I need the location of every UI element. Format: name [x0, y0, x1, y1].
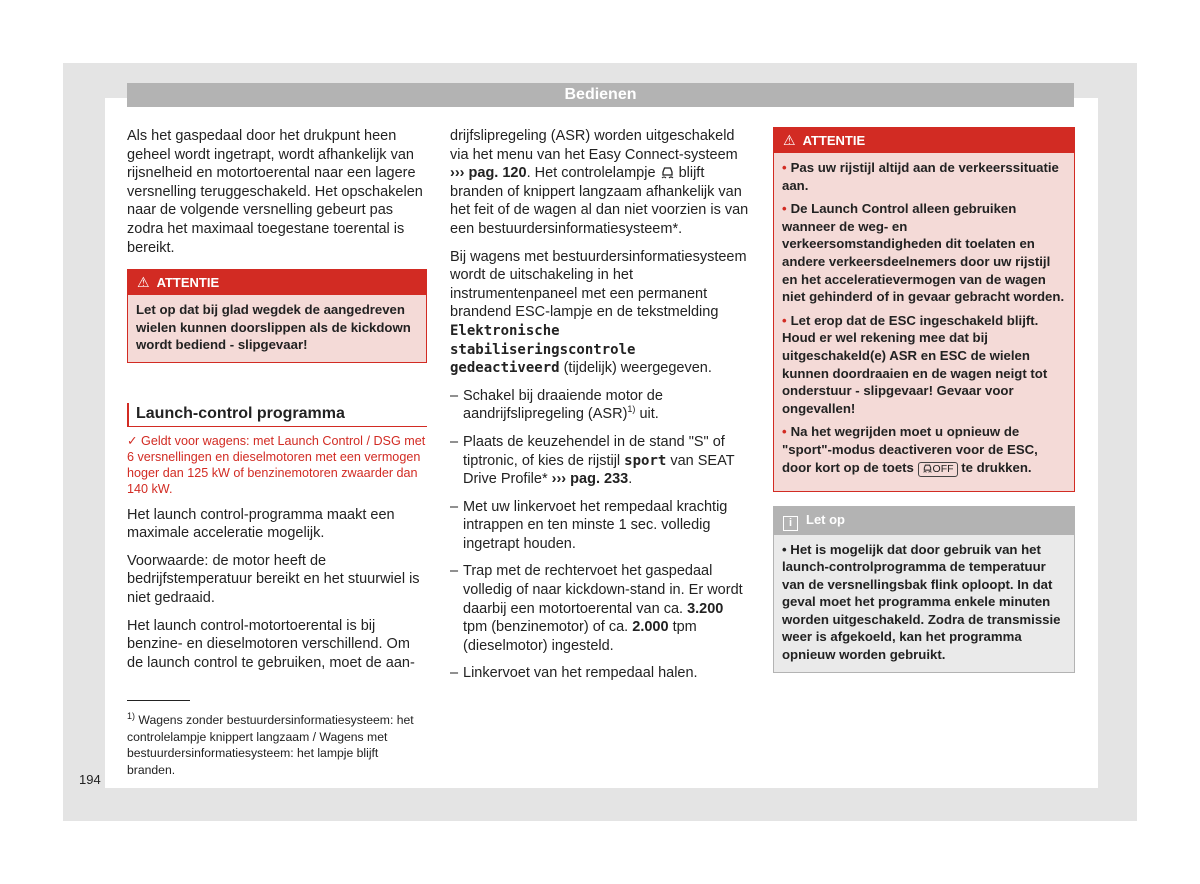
steps-list [450, 387, 750, 683]
warning-header [128, 270, 426, 295]
page-ref-arrow-icon: ››› [450, 165, 465, 182]
warning-title: ATTENTIE [156, 275, 220, 291]
info-text: Het is mogelijk dat door gebruik van het launch-controlprogramma de temperatuur van de versnellingsbak flink oploopt. In dat geval moet het programma enkele minuten worden uitgeschakeld. Zodra de transmissie weer is afgekoeld, kan het programma opnieuw worden gebruikt. [782, 541, 1061, 663]
paragraph-display-message: Bij wagens met bestuurdersinformatiesysteem wordt de uitschakeling in het instrumentenpaneel met een permanent brandend ESC-lampje en de tekstmelding Elektronische stabiliseringscontrole gedeactiveerd (tijdelijk) weergegeven. [450, 248, 747, 377]
list-item: – Trap met de rechtervoet het gaspedaal volledig of naar kickdown-stand in. Er wordt daarbij een motortoerental van ca. 3.200 tpm (benzinemotor) of ca. 2.000 tpm (dieselmotor) ingesteld. [450, 563, 743, 654]
intro-paragraph: Als het gaspedaal door het drukpunt heen geheel wordt ingetrapt, wordt afhankelijk van rijsnelheid en motortoerental naar een lagere versnelling teruggeschakeld. Het opschakelen naar de volgende versnelling gebeurt pas zodra het maximaal toegestane toerental is bereikt. [127, 128, 423, 256]
warning-title: ATTENTIE [802, 133, 866, 148]
page-ref-link[interactable]: pag. 120 [468, 165, 527, 182]
info-box [773, 506, 1075, 673]
list-item: – Linkervoet van het rempedaal halen. [450, 665, 698, 682]
footnote-text: Wagens zonder bestuurdersinformatiesysteem: het controlelampje knippert langzaam / Wagens met bestuurdersinformatiesysteem: het lampje blijft branden. [127, 713, 414, 777]
column-left [127, 127, 427, 681]
traction-warning-lamp-icon [660, 165, 679, 181]
page-ref-link[interactable]: pag. 233 [570, 471, 629, 488]
warning-box-launch-control [773, 127, 1075, 492]
warning-header [774, 128, 1074, 153]
info-title: Let op [806, 511, 845, 527]
list-item: • Na het wegrijden moet u opnieuw de "sport"-modus deactiveren voor de ESC, door kort op de toets OFF te drukken. [782, 424, 1038, 475]
list-item: – Plaats de keuzehendel in de stand "S" of tiptronic, of kies de rijstijl sport van SEAT Drive Profile* ››› pag. 233. [450, 433, 735, 488]
paragraph-asr: drijfslipregeling (ASR) worden uitgeschakeld via het menu van het Easy Connect-systeem ››› pag. 120. Het controlelampje blijft branden of knippert langzaam afhankelijk van het feit of de wagen al dan niet voorzien is van een bestuurdersinformatiesysteem*. [450, 128, 749, 237]
info-icon: i [783, 516, 798, 531]
list-item: – Met uw linkervoet het rempedaal krachtig intrappen en ten minste 1 sec. volledig ingetrapt houden. [450, 498, 728, 552]
warning-box-kickdown [127, 269, 427, 363]
footnote [127, 712, 427, 778]
chapter-header: Bedienen [127, 83, 1074, 107]
drive-mode-label: sport [624, 452, 667, 469]
equipment-note: ✓ Geldt voor wagens: met Launch Control / DSG met 6 versnellingen en dieselmotoren met een vermogen hoger dan 125 kW of benzinemotoren zwaarder dan 140 kW. [127, 433, 426, 496]
paragraph-launch-control-2: Voorwaarde: de motor heeft de bedrijfstemperatuur bereikt en het stuurwiel is niet gedraaid. [127, 552, 420, 606]
display-message: Elektronische stabiliseringscontrole gedeactiveerd [450, 322, 636, 377]
list-item: • Pas uw rijstijl altijd aan de verkeerssituatie aan. [782, 160, 1059, 193]
traction-off-icon [922, 463, 933, 473]
column-middle [450, 127, 750, 692]
paragraph-launch-control-3: Het launch control-motortoerental is bij benzine- en dieselmotoren verschillend. Om de launch control te gebruiken, moet de aan- [127, 617, 415, 671]
warning-triangle-icon: ⚠ [137, 274, 150, 291]
list-item: • Let erop dat de ESC ingeschakeld blijft. Houd er wel rekening mee dat bij uitgeschakeld(e) ASR en ESC de wielen kunnen doordraaien en de wagen neigt tot onderstuur - slipgevaar! Gevaar voor ongevallen! [782, 312, 1048, 416]
esc-off-key: OFF [918, 462, 958, 477]
list-item: – Schakel bij draaiende motor de aandrijfslipregeling (ASR)$^{1)}$ uit. [450, 387, 663, 423]
column-right [773, 127, 1075, 673]
footnote-marker: 1) [127, 710, 136, 721]
page-number: 194 [79, 772, 101, 787]
list-item: • De Launch Control alleen gebruiken wanneer de weg- en verkeersomstandigheden dit toelaten en andere verkeersdeelnemers door uw rijstijl en het acceleratievermogen van de wagen niet gehinderd of in gevaar gebracht worden. [782, 201, 1065, 305]
info-bullet-icon: • [782, 541, 787, 557]
info-header [774, 507, 1074, 535]
warning-list [782, 159, 1066, 477]
paragraph-launch-control-1: Het launch control-programma maakt een maximale acceleratie mogelijk. [127, 506, 395, 542]
page-ref-arrow-icon: ››› [551, 471, 567, 488]
warning-triangle-icon: ⚠ [783, 132, 796, 148]
footnote-divider [127, 700, 190, 701]
footnote-ref: 1) [627, 404, 636, 415]
warning-text: Let op dat bij glad wegdek de aangedreven wielen kunnen doorslippen als de kickdown wordt bediend - slipgevaar! [136, 302, 411, 353]
section-title: Launch-control programma [127, 403, 427, 427]
